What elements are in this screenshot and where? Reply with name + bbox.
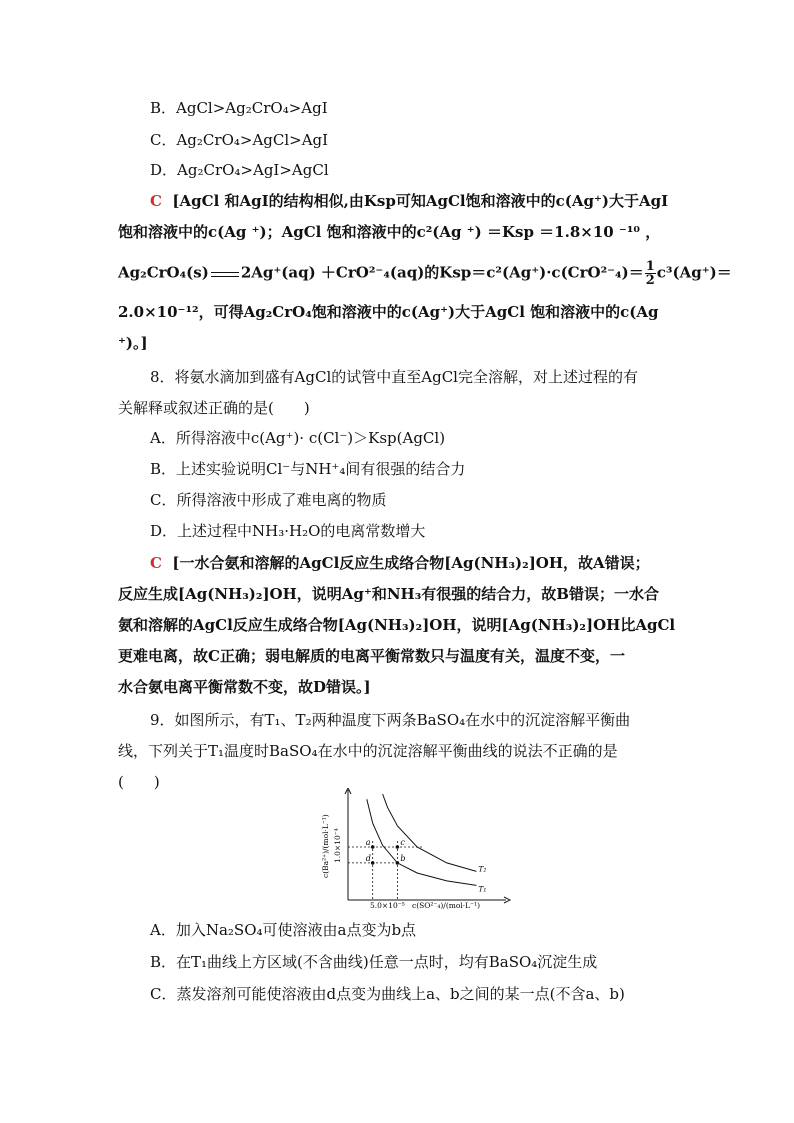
series-label-2: T₂	[478, 864, 487, 874]
point-d	[371, 861, 375, 865]
q9-option-a: A．加入Na₂SO₄可使溶液由a点变为b点	[150, 921, 417, 939]
q8-stem-line1: 8．将氨水滴加到盛有AgCl的试管中直至AgCl完全溶解，对上述过程的有	[150, 368, 638, 386]
point-c	[396, 845, 400, 849]
q7-answer: C	[150, 192, 162, 210]
q7-option-b: B．AgCl>Ag₂CrO₄>AgI	[150, 99, 328, 117]
equilibrium-arrow-icon	[211, 269, 239, 279]
series-label-1: T₁	[478, 884, 487, 894]
q9-stem-line2: 线，下列关于T₁温度时BaSO₄在水中的沉淀溶解平衡曲线的说法不正确的是	[118, 742, 618, 760]
fraction: $\frac{1}{2}$	[645, 259, 655, 288]
q8-option-b: B．上述实验说明Cl⁻与NH⁺₄间有很强的结合力	[150, 460, 466, 478]
q9-option-c: C．蒸发溶剂可能使溶液由d点变为曲线上a、b之间的某一点(不含a、b)	[150, 985, 625, 1003]
x-axis-label: c(SO²⁻₄)/(mol·L⁻¹)	[412, 901, 481, 910]
q7-explanation-line3: Ag₂CrO₄(s) 2Ag⁺(aq) ＋CrO²⁻₄(aq)的Ksp＝c²(Ag⁺)·c(CrO²⁻₄)＝ $\frac{1}{2}$ c³(Ag⁺)＝	[118, 259, 732, 288]
q8-explanation-line5: 水合氨电离平衡常数不变，故D错误。]	[118, 678, 371, 696]
q7-option-d: D．Ag₂CrO₄>AgI>AgCl	[150, 161, 329, 179]
series-curve-2	[383, 794, 477, 871]
q8-explanation-line4: 更难电离，故C正确；弱电解质的电离平衡常数只与温度有关，温度不变，一	[118, 647, 625, 665]
q9-stem-line3: ( )	[118, 773, 160, 791]
y-tick-label: 1.0×10⁻⁴	[333, 828, 342, 863]
q9-option-b: B．在T₁曲线上方区域(不含曲线)任意一点时，均有BaSO₄沉淀生成	[150, 953, 598, 971]
q8-stem-line2: 关解释或叙述正确的是( )	[118, 399, 310, 417]
q8-answer: C	[150, 554, 162, 572]
q8-explanation-line3: 氨和溶解的AgCl反应生成络合物[Ag(NH₃)₂]OH，说明[Ag(NH₃)₂]OH比AgCl	[118, 616, 676, 634]
q7-explanation-line5: ⁺)。]	[118, 334, 148, 352]
q7-explanation-line4: 2.0×10⁻¹²，可得Ag₂CrO₄饱和溶液中的c(Ag⁺)大于AgCl 饱和溶液中的c(Ag	[118, 303, 659, 321]
q9-stem-line1: 9．如图所示，有T₁、T₂两种温度下两条BaSO₄在水中的沉淀溶解平衡曲	[150, 711, 631, 729]
q8-option-d: D．上述过程中NH₃·H₂O的电离常数增大	[150, 522, 426, 540]
point-b	[396, 861, 400, 865]
point-label-b: b	[400, 853, 406, 863]
point-label-a: a	[365, 838, 371, 847]
q8-option-c: C．所得溶液中形成了难电离的物质	[150, 491, 387, 509]
q8-explanation-line1: C [一水合氨和溶解的AgCl反应生成络合物[Ag(NH₃)₂]OH，故A错误；	[150, 554, 650, 572]
q7-explanation-line2: 饱和溶液中的c(Ag ⁺)；AgCl 饱和溶液中的c²(Ag ⁺) ＝Ksp ＝1.8×10 ⁻¹⁰ ，	[118, 223, 661, 241]
q8-option-a: A．所得溶液中c(Ag⁺)· c(Cl⁻)＞Ksp(AgCl)	[150, 429, 446, 447]
series-curve-1	[367, 799, 477, 885]
solubility-equilibrium-chart	[296, 788, 512, 914]
point-a	[371, 845, 375, 849]
point-label-d: d	[365, 853, 371, 863]
q8-explanation-line2: 反应生成[Ag(NH₃)₂]OH，说明Ag⁺和NH₃有很强的结合力，故B错误；一水合	[118, 585, 659, 603]
y-axis-label: c(Ba²⁺)/(mol·L⁻¹)	[321, 814, 330, 878]
x-tick-label: 5.0×10⁻⁵	[370, 901, 405, 910]
q7-option-c: C．Ag₂CrO₄>AgCl>AgI	[150, 131, 329, 149]
q7-explanation-line1: C [AgCl 和AgI的结构相似,由Ksp可知AgCl饱和溶液中的c(Ag⁺)大于AgI	[150, 192, 669, 210]
point-label-c: c	[400, 838, 405, 847]
